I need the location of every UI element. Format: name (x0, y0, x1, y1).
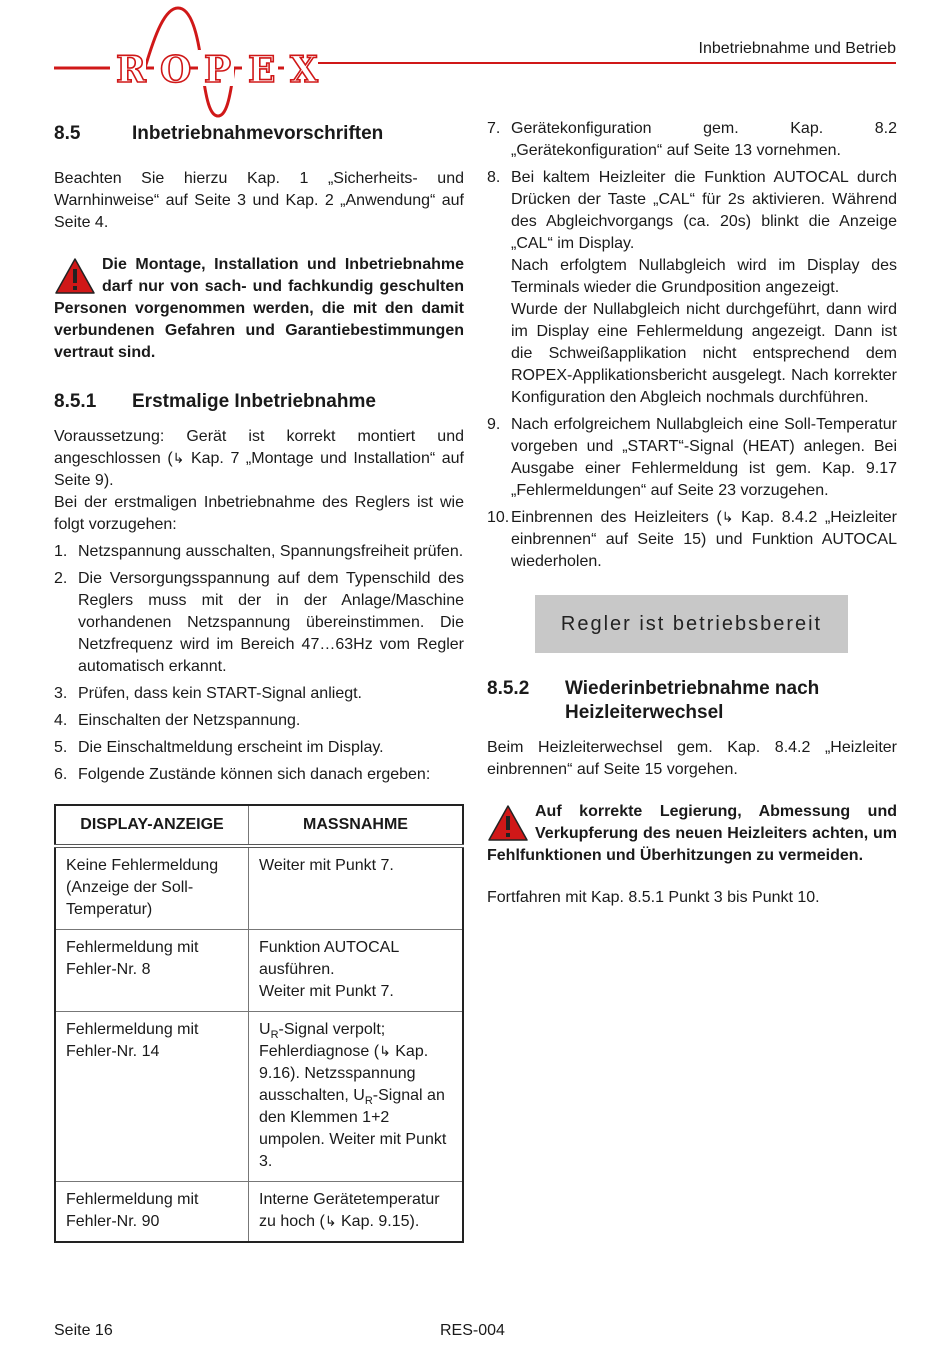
warning-triangle-icon (54, 254, 96, 298)
steps-list-right (487, 118, 897, 573)
logo-letter: O (160, 49, 192, 91)
section-heading-8-5-2: 8.5.2 Wiederinbetriebnahme nach Heizleiterwechsel (487, 678, 820, 723)
table-header-row (55, 805, 463, 846)
warning-triangle-icon (487, 801, 529, 845)
list-item: 5. Die Einschaltmeldung erscheint im Display. (54, 739, 384, 756)
status-table (54, 804, 464, 1243)
table-row: Fehlermeldung mit Fehler-Nr. 90 Interne Gerätetemperatur zu hoch (↳ Kap. 9.15). (55, 1182, 463, 1243)
list-item: 9. Nach erfolgreichem Nullabgleich eine Soll-Temperatur vorgeben und „START“-Signal (HEAT) anlegen. Bei Ausgabe einer Fehlermeldung ist gem. Kap. 9.17 „Fehlermeldungen“ auf Seite 23 vorzugehen. (487, 416, 897, 499)
table-header-action: MASSNAHME (249, 805, 464, 846)
warning-text: Auf korrekte Legierung, Abmessung und Verkupferung des neuen Heizleiters achten, um Fehlfunktionen und Überhitzungen zu vermeiden. (487, 803, 897, 864)
section-heading-8-5: 8.5 Inbetriebnahmevorschriften (54, 123, 384, 144)
logo-letter: P (204, 49, 232, 91)
ready-status-box: Regler ist betriebsbereit (535, 595, 848, 653)
right-column (487, 118, 897, 909)
procedure-intro: Bei der erstmaligen Inbetriebnahme des Reglers ist wie folgt vorzugehen: (54, 494, 464, 533)
reference-arrow-icon: ↳ (172, 451, 185, 467)
logo-letter: R (116, 49, 146, 91)
list-item: 3. Prüfen, dass kein START-Signal anliegt. (54, 685, 362, 702)
reference-arrow-icon: ↳ (324, 1214, 337, 1230)
warning-text: Die Montage, Installation und Inbetriebnahme darf nur von sach- und fachkundig geschulten Personen vorgenommen werden, die mit den damit verbundenen Gefahren und Garantiebestimmungen vertraut sind. (54, 256, 464, 361)
logo-letter: E (248, 49, 276, 91)
reference-arrow-icon: ↳ (721, 510, 734, 526)
warning-block (487, 801, 897, 867)
list-item: 2. Die Versorgungsspannung auf dem Typenschild des Reglers muss mit der in der Anlage/Maschine vorhandenen Netzspannung übereinstimmen. Die Netzfrequenz wird im Bereich 47…63Hz vom Regler automatisch erkannt. (54, 570, 464, 675)
footer-document-id: RES-004 (440, 1322, 505, 1339)
list-item: 4. Einschalten der Netzspannung. (54, 712, 301, 729)
logo-letter: X (290, 49, 318, 91)
table-row: Keine Fehlermeldung (Anzeige der Soll- Temperatur) Weiter mit Punkt 7. (55, 846, 463, 930)
header-rule (318, 62, 896, 64)
list-item: 7. Gerätekonfiguration gem. Kap. 8.2 „Gerätekonfiguration“ auf Seite 13 vornehmen. (487, 120, 897, 159)
heater-change-paragraph: Beim Heizleiterwechsel gem. Kap. 8.4.2 „Heizleiter einbrennen“ auf Seite 15 vorgehen. (487, 739, 897, 778)
table-header-display: DISPLAY-ANZEIGE (55, 805, 249, 846)
intro-paragraph: Beachten Sie hierzu Kap. 1 „Sicherheits- und Warnhinweise“ auf Seite 3 und Kap. 2 „Anwendung“ auf Seite 4. (54, 170, 464, 231)
list-item: 10. Einbrennen des Heizleiters (↳ Kap. 8.4.2 „Heizleiter einbrennen“ auf Seite 15) und Funktion AUTOCAL wiederholen. (487, 509, 897, 570)
continue-paragraph: Fortfahren mit Kap. 8.5.1 Punkt 3 bis Punkt 10. (487, 889, 820, 906)
ropex-logo (50, 4, 330, 120)
table-row: Fehlermeldung mit Fehler-Nr. 14 $U_R$-Signal verpolt; Fehlerdiagnose (↳ Kap. 9.16). Netzsspannung ausschalten, $U_R$-Signal an den Klemmen 1+2 umpolen. Weiter mit Punkt 3. (55, 1012, 463, 1182)
footer-page-number: Seite 16 (54, 1322, 113, 1339)
reference-arrow-icon: ↳ (379, 1044, 391, 1060)
list-item: 6. Folgende Zustände können sich danach ergeben: (54, 766, 431, 783)
warning-block (54, 254, 464, 364)
section-heading-8-5-1: 8.5.1 Erstmalige Inbetriebnahme (54, 391, 376, 412)
table-row: Fehlermeldung mit Fehler-Nr. 8 Funktion AUTOCAL ausführen. Weiter mit Punkt 7. (55, 930, 463, 1012)
prerequisite-paragraph: Voraussetzung: Gerät ist korrekt montiert und angeschlossen (↳ Kap. 7 „Montage und Installation“ auf Seite 9). (54, 428, 465, 489)
list-item: 1. Netzspannung ausschalten, Spannungsfreiheit prüfen. (54, 543, 464, 560)
list-item: 8. Bei kaltem Heizleiter die Funktion AUTOCAL durch Drücken der Taste „CAL“ für 2s aktivieren. Während des Abgleichvorgangs (ca. 20s) blinkt die Anzeige „CAL“ im Display. Nach erfolgtem Nullabgleich wird im Display des Terminals wieder die Grundposition angezeigt. Wurde der Nullabgleich nicht durchgeführt, dann wird im Display eine Fehlermeldung angezeigt. Dann ist die Schweißapplikation nicht entsprechend dem ROPEX-Applikationsbericht ausgelegt. Nach korrekter Konfiguration den Abgleich nochmals durchführen. (487, 169, 897, 406)
left-column (54, 118, 464, 1243)
header-title: Inbetriebnahme und Betrieb (698, 40, 896, 57)
steps-list-left (54, 541, 464, 786)
